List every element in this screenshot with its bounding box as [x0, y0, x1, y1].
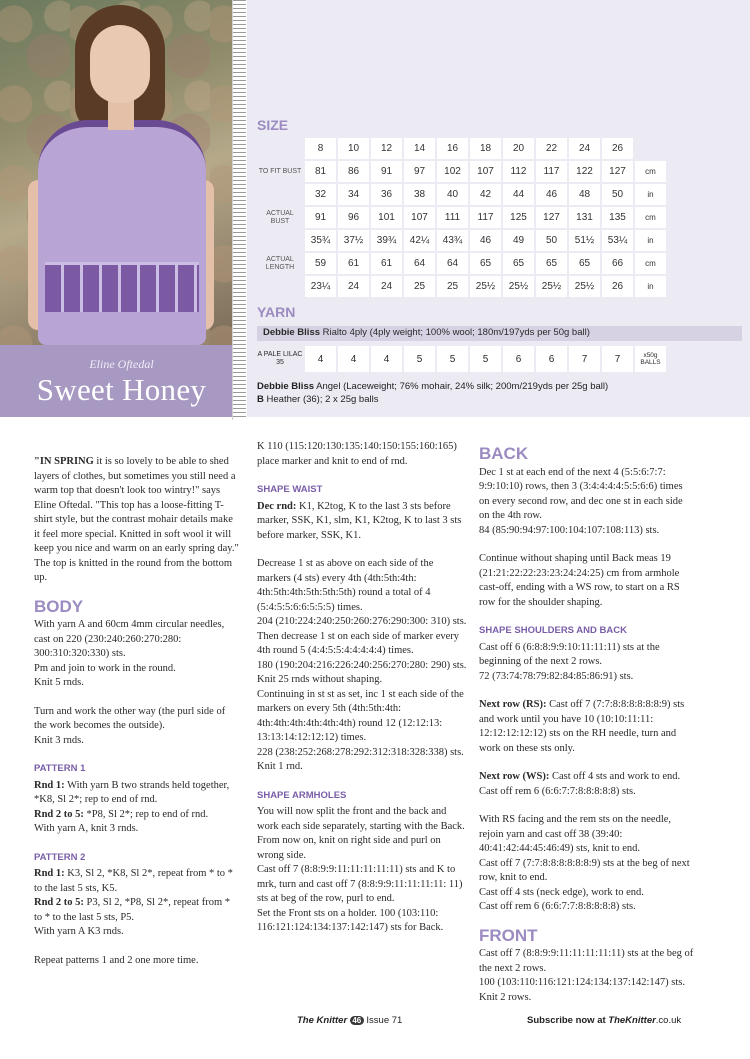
- size-header-cell: 18: [470, 138, 501, 159]
- size-corner: [257, 138, 303, 159]
- size-cell: 59: [305, 253, 336, 274]
- rialto-bar: [257, 326, 742, 341]
- size-cell: 61: [371, 253, 402, 274]
- size-cell: 102: [437, 161, 468, 182]
- size-cell: 24: [371, 276, 402, 297]
- next-ws: [479, 770, 694, 799]
- yarn-ball-cell: 7: [602, 346, 633, 372]
- size-cell: 65: [503, 253, 534, 274]
- sh2: 72 (73:74:78:79:82:84:85:86:91) sts.: [479, 670, 634, 682]
- p2-r2-text: P3, Sl 2, *P8, Sl 2*, repeat from * to * to the last 5 sts, P5.: [34, 897, 231, 923]
- size-cell: 42¼: [404, 230, 435, 251]
- subscribe-text: Subscribe now at: [527, 1015, 609, 1026]
- size-cell: 111: [437, 207, 468, 228]
- size-row-label: ACTUAL BUST: [266, 209, 294, 225]
- size-cell: 42: [470, 184, 501, 205]
- size-cell: 127: [602, 161, 633, 182]
- sh1: Cast off 6 (6:8:8:9:9:10:11:11:11) sts at the beginning of the next 2 rows.: [479, 641, 660, 667]
- size-row: [257, 207, 666, 228]
- dec-rnd: [257, 500, 467, 544]
- ws-text: Cast off 4 sts and work to end. Cast off rem 6 (6:6:7:7:8:8:8:8:8) sts.: [479, 771, 681, 797]
- dec4: Then decrease 1 st on each side of marker every 4th round 5 (4:4:5:5:4:4:4:4:4) times.: [257, 630, 460, 656]
- k110: K 110 (115:120:130:135:140:150:155:160:165) place marker and knit to end of rnd.: [257, 441, 457, 467]
- rem3: Cast off 4 sts (neck edge), work to end.: [479, 886, 644, 898]
- size-cell: 25: [437, 276, 468, 297]
- size-table: [255, 136, 668, 299]
- issue: Issue 71: [366, 1015, 403, 1026]
- rialto-brand: Debbie Bliss: [263, 327, 321, 338]
- size-cell: 64: [404, 253, 435, 274]
- footer-magazine: [297, 1015, 402, 1026]
- yarn-ball-cell: 6: [503, 346, 534, 372]
- size-cell: 48: [569, 184, 600, 205]
- repeat: Repeat patterns 1 and 2 one more time.: [34, 954, 199, 966]
- size-header-cell: 16: [437, 138, 468, 159]
- yarn-unit: x50g BALLS: [635, 346, 666, 372]
- yarn-ball-cell: 5: [404, 346, 435, 372]
- size-row: [257, 161, 666, 182]
- rs-lead: Next row (RS):: [479, 699, 547, 710]
- size-cell: 25½: [503, 276, 534, 297]
- body-heading: BODY: [34, 596, 84, 616]
- size-cell: 39¾: [371, 230, 402, 251]
- size-cell: 43¾: [437, 230, 468, 251]
- next-rs: [479, 698, 694, 756]
- size-row-label: [257, 276, 303, 297]
- rialto-details: Rialto 4ply (4ply weight; 100% wool; 180m/197yds per 50g ball): [320, 327, 590, 338]
- arm3: Set the Front sts on a holder. 100 (103:110: 116:121:124:134:137:142:147) sts for Back.: [257, 907, 444, 933]
- yarn-ball-cell: 6: [536, 346, 567, 372]
- size-header-cell: 24: [569, 138, 600, 159]
- size-cell: 86: [338, 161, 369, 182]
- size-cell: 117: [470, 207, 501, 228]
- angel-details: Angel (Laceweight; 76% mohair, 24% silk; 200m/219yds per 25g ball): [314, 381, 609, 392]
- size-cell: 37½: [338, 230, 369, 251]
- rs-text: Cast off 7 (7:7:8:8:8:8:8:8:9) sts and work until you have 10 (10:10:11:11: 12:12:12:12:12) sts on the RH needle, turn and work on these sts only.: [479, 699, 685, 754]
- size-header-cell: 22: [536, 138, 567, 159]
- size-cell: 38: [404, 184, 435, 205]
- intro-lead: "IN SPRING: [34, 456, 94, 467]
- size-row: [257, 184, 666, 205]
- size-cell: 25½: [470, 276, 501, 297]
- size-cell: 127: [536, 207, 567, 228]
- yarn-ball-cell: 4: [305, 346, 336, 372]
- size-header-cell: 10: [338, 138, 369, 159]
- p2-r2-lead: Rnd 2 to 5:: [34, 897, 84, 908]
- yarn-table: [255, 344, 668, 374]
- colour-b-letter: B: [257, 394, 264, 405]
- arm1: You will now split the front and the back and work each side separately, starting with the Back. From now on, knit on right side and purl on wrong side.: [257, 806, 465, 861]
- info-panel: [247, 0, 750, 417]
- size-unit: cm: [635, 253, 666, 274]
- size-cell: 131: [569, 207, 600, 228]
- dec2: Decrease 1 st as above on each side of the markers (4 sts) every 4th (4th:5th:4th: 4th:5th:4th:5th:5th:5th) round a total of 4 (5:4:5:5:6:6:5:5:5) times.: [257, 558, 434, 613]
- back2: 84 (85:90:94:97:100:104:107:108:113) sts.: [479, 524, 660, 536]
- front2: 100 (103:110:116:121:124:134:137:142:147) sts.: [479, 977, 686, 988]
- intro: [34, 455, 239, 586]
- size-row-label: [257, 184, 303, 205]
- size-header-cell: 14: [404, 138, 435, 159]
- back1: Dec 1 st at each end of the next 4 (5:5:6:7:7: 9:9:10:10) rows, then 3 (3:4:4:4:4:5:5:6:6) times on every second row, and dec one st in each side on the 4th row.: [479, 466, 683, 521]
- back-heading: BACK: [479, 444, 529, 463]
- body-p5: Knit 3 rnds.: [34, 734, 84, 746]
- model-photo: [0, 0, 243, 345]
- waist-heading: SHAPE WAIST: [257, 484, 323, 495]
- size-cell: 50: [602, 184, 633, 205]
- size-row: [257, 230, 666, 251]
- size-cell: 23¼: [305, 276, 336, 297]
- size-cell: 135: [602, 207, 633, 228]
- colour-b: Heather (36); 2 x 25g balls: [263, 394, 379, 405]
- size-cell: 40: [437, 184, 468, 205]
- column-2: [257, 440, 467, 936]
- p1-r1-lead: Rnd 1:: [34, 779, 65, 791]
- p1-r1: [34, 779, 239, 808]
- footer-subscribe: [527, 1015, 681, 1026]
- p1-r2-text: *P8, Sl 2*; rep to end of rnd.: [83, 808, 209, 820]
- size-cell: 91: [371, 161, 402, 182]
- size-cell: 107: [470, 161, 501, 182]
- size-unit: in: [635, 230, 666, 251]
- size-cell: 35¾: [305, 230, 336, 251]
- rem2: Cast off 7 (7:7:8:8:8:8:8:8:9) sts at the beg of next row, knit to end.: [479, 857, 690, 883]
- size-row: [257, 253, 666, 274]
- p1-r2: [34, 808, 239, 823]
- yarn-colour-a: A PALE LILAC 35: [257, 351, 303, 366]
- size-cell: 91: [305, 207, 336, 228]
- magazine-name: The Knitter: [297, 1015, 348, 1026]
- pattern1-heading: PATTERN 1: [34, 763, 86, 774]
- designer-name: Eline Oftedal: [89, 357, 154, 371]
- column-3: [479, 444, 694, 1005]
- shoulders-heading: SHAPE SHOULDERS AND BACK: [479, 625, 627, 636]
- size-cell: 36: [371, 184, 402, 205]
- size-unit: in: [635, 276, 666, 297]
- size-cell: 46: [470, 230, 501, 251]
- size-cell: 96: [338, 207, 369, 228]
- p2-r3: With yarn A K3 rnds.: [34, 926, 124, 937]
- yarn-ball-cell: 5: [470, 346, 501, 372]
- yarn-ball-cell: 4: [371, 346, 402, 372]
- pattern-title: Sweet Honey: [36, 372, 207, 407]
- size-unit: in: [635, 184, 666, 205]
- p2-r1-text: K3, Sl 2, *K8, Sl 2*, repeat from * to * to the last 5 sts, K5.: [34, 868, 233, 894]
- angel-brand: Debbie Bliss: [257, 381, 315, 392]
- dec7: Continuing in st st as set, inc 1 st each side of the markers on every 5th (4th:5th:4th: 4th:4th:4th:4th:4th:4th) round 12 (12:12:13: 13:13:14:12:12:12) times.: [257, 688, 464, 743]
- p1-r3: With yarn A, knit 3 rnds.: [34, 823, 139, 834]
- dec-lead: Dec rnd:: [257, 500, 297, 512]
- rem4: Cast off rem 6 (6:6:7:7:8:8:8:8:8) sts.: [479, 901, 636, 912]
- body-p4: Turn and work the other way (the purl side of the work becomes the outside).: [34, 705, 226, 731]
- p2-r1: [34, 867, 239, 896]
- intro-text: it is so lovely to be able to shed layers of clothes, but sometimes you still need a warm top that doesn't look too wintry!" says Eline Oftedal. "This top has a loose-fitting T-shirt style, but the contrast mohair details make it feel more special. Knitted in soft wool it will keep you nice and warm on an early spring day." The top is knitted in the round from the bottom up.: [34, 456, 239, 583]
- size-cell: 65: [569, 253, 600, 274]
- ws-lead: Next row (WS):: [479, 771, 550, 782]
- arm2: Cast off 7 (8:8:9:9:11:11:11:11:11) sts and K to mrk, turn and cast off 7 (8:8:9:9:11:11:11:11: 11) sts at beg of the row, purl to end.: [257, 864, 463, 904]
- size-cell: 81: [305, 161, 336, 182]
- p1-r2-lead: Rnd 2 to 5:: [34, 808, 84, 820]
- dec6: Knit 25 rnds without shaping.: [257, 674, 383, 685]
- yarn-label: YARN: [257, 304, 296, 320]
- size-header-cell: 20: [503, 138, 534, 159]
- size-header-cell: 8: [305, 138, 336, 159]
- slip-stitch-band: [45, 262, 199, 312]
- body-p3: Knit 5 rnds.: [34, 677, 84, 688]
- body-p1: With yarn A and 60cm 4mm circular needles, cast on 220 (230:240:260:270:280: 300:310:320:330) sts.: [34, 619, 225, 659]
- size-cell: 34: [338, 184, 369, 205]
- title-band: [0, 345, 243, 417]
- dec9: Knit 1 rnd.: [257, 761, 303, 772]
- front-heading: FRONT: [479, 925, 538, 945]
- yarn-ball-cell: 4: [338, 346, 369, 372]
- size-cell: 65: [470, 253, 501, 274]
- p1-r1-text: With yarn B two strands held together, *K8, Sl 2*; rep to end of rnd.: [34, 779, 230, 805]
- size-cell: 46: [536, 184, 567, 205]
- model-face: [90, 25, 150, 103]
- back3: Continue without shaping until Back meas 19 (21:21:22:22:23:23:24:24:25) cm from armhole cast-off, ending with a WS row, to start on a RS row for the shoulder shaping.: [479, 553, 680, 608]
- size-cell: 66: [602, 253, 633, 274]
- dec5: 180 (190:204:216:226:240:256:270:280: 290) sts.: [257, 659, 467, 671]
- dec8: 228 (238:252:268:278:292:312:318:328:338) sts.: [257, 746, 464, 758]
- size-unit: cm: [635, 207, 666, 228]
- size-row-label: TO FIT BUST: [258, 167, 302, 175]
- p2-r2: [34, 896, 239, 925]
- page-number: 46: [350, 1016, 364, 1025]
- size-unit: cm: [635, 161, 666, 182]
- size-cell: 61: [338, 253, 369, 274]
- size-cell: 53¼: [602, 230, 633, 251]
- size-cell: 26: [602, 276, 633, 297]
- size-cell: 122: [569, 161, 600, 182]
- size-cell: 25½: [536, 276, 567, 297]
- size-cell: 50: [536, 230, 567, 251]
- size-cell: 51½: [569, 230, 600, 251]
- site-tld[interactable]: .co.uk: [655, 1015, 682, 1026]
- size-cell: 97: [404, 161, 435, 182]
- pattern2-heading: PATTERN 2: [34, 851, 86, 863]
- yarn-ball-cell: 7: [569, 346, 600, 372]
- column-1: [34, 455, 239, 982]
- size-cell: 25: [404, 276, 435, 297]
- dec3: 204 (210:224:240:250:260:276:290:300: 310) sts.: [257, 616, 467, 627]
- front1: Cast off 7 (8:8:9:9:11:11:11:11:11) sts at the beg of the next 2 rows.: [479, 948, 694, 974]
- size-header-cell: 12: [371, 138, 402, 159]
- size-cell: 117: [536, 161, 567, 182]
- size-cell: 24: [338, 276, 369, 297]
- yarn-ball-cell: 5: [437, 346, 468, 372]
- size-cell: 107: [404, 207, 435, 228]
- size-cell: 49: [503, 230, 534, 251]
- front3: Knit 2 rows.: [479, 991, 532, 1003]
- size-header-cell: 26: [602, 138, 633, 159]
- size-cell: 25½: [569, 276, 600, 297]
- size-cell: 64: [437, 253, 468, 274]
- size-cell: 112: [503, 161, 534, 182]
- size-header-blank: [635, 138, 666, 159]
- body-p2: Pm and join to work in the round.: [34, 662, 176, 674]
- angel-yarn: [257, 380, 608, 406]
- size-label: SIZE: [257, 117, 289, 133]
- dec-text: K1, K2tog, K to the last 3 sts before marker, SSK, K1, slm, K1, K2tog, K to last 3 sts before marker, SSK, K1.: [257, 500, 462, 541]
- size-row-label: [257, 230, 303, 251]
- p2-r1-lead: Rnd 1:: [34, 868, 65, 879]
- size-row: [257, 276, 666, 297]
- size-row-label: ACTUAL LENGTH: [265, 255, 295, 271]
- size-cell: 44: [503, 184, 534, 205]
- rem1: With RS facing and the rem sts on the needle, rejoin yarn and cast off 38 (39:40: 40:41:42:44:45:46:49) sts, knit to end.: [479, 814, 672, 854]
- size-cell: 101: [371, 207, 402, 228]
- size-cell: 32: [305, 184, 336, 205]
- site-name[interactable]: TheKnitter: [608, 1015, 656, 1026]
- size-cell: 125: [503, 207, 534, 228]
- size-cell: 65: [536, 253, 567, 274]
- armholes-heading: SHAPE ARMHOLES: [257, 789, 347, 801]
- spiral-binding: [232, 0, 246, 420]
